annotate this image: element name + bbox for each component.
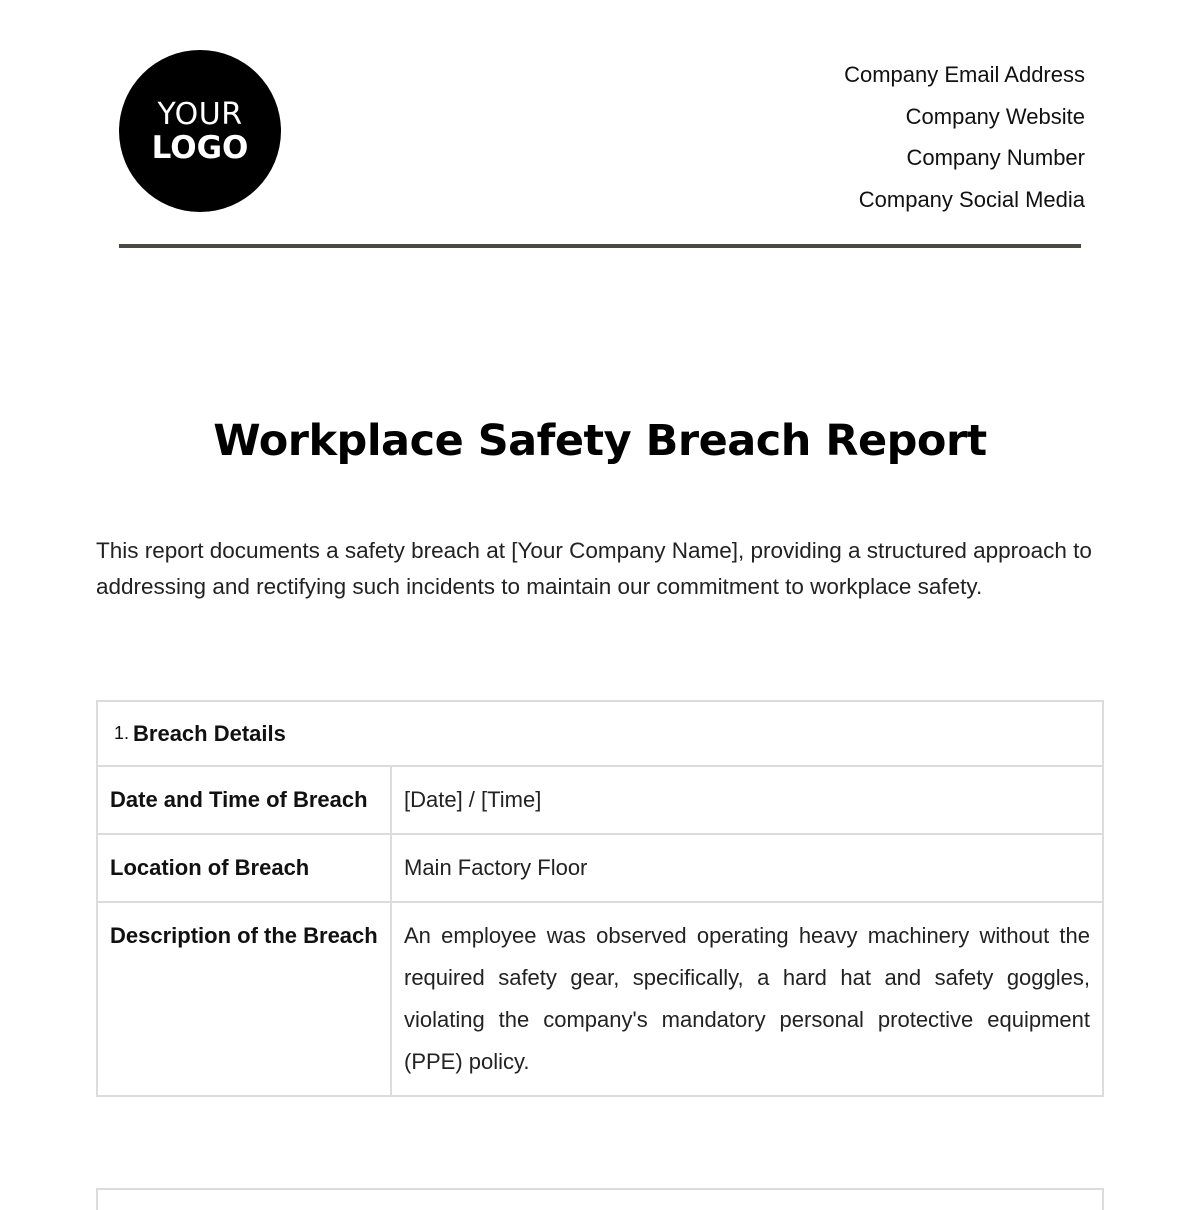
company-website: Company Website [905,103,1085,129]
row-label-date-time: Date and Time of Breach [97,766,391,834]
company-number: Company Number [906,145,1085,170]
row-value-description: An employee was observed operating heavy machinery without the required safety gear, specifically, a hard hat and safety goggles, violating the company's mandatory personal protective equipment (PPE) policy. [391,902,1103,1096]
next-section-table-edge [96,1188,1104,1210]
row-value-location: Main Factory Floor [391,834,1103,902]
intro-paragraph: This report documents a safety breach at [Your Company Name], providing a structured approach to addressing and rectifying such incidents to maintain our commitment to workplace safety. [96,538,1092,599]
section-label: Breach Details [133,721,286,746]
row-value-date-time: [Date] / [Time] [391,766,1103,834]
header-divider [119,244,1081,248]
page-title: Workplace Safety Breach Report [213,416,987,466]
table-row [97,766,1103,834]
row-label-location: Location of Breach [97,834,391,902]
company-social-media: Company Social Media [858,186,1085,212]
logo-line-2: LOGO [151,130,249,166]
company-email: Company Email Address [844,62,1085,87]
table-row [97,834,1103,902]
section-header-cell [97,701,1103,766]
row-label-description: Description of the Breach [97,902,391,1096]
logo-line-1: YOUR [157,97,243,132]
company-logo [119,50,281,212]
table-row [97,902,1103,1096]
breach-details-table [96,700,1104,1097]
company-contact-block [844,54,1085,220]
section-header-row [97,701,1103,766]
section-number: 1. [114,723,130,743]
